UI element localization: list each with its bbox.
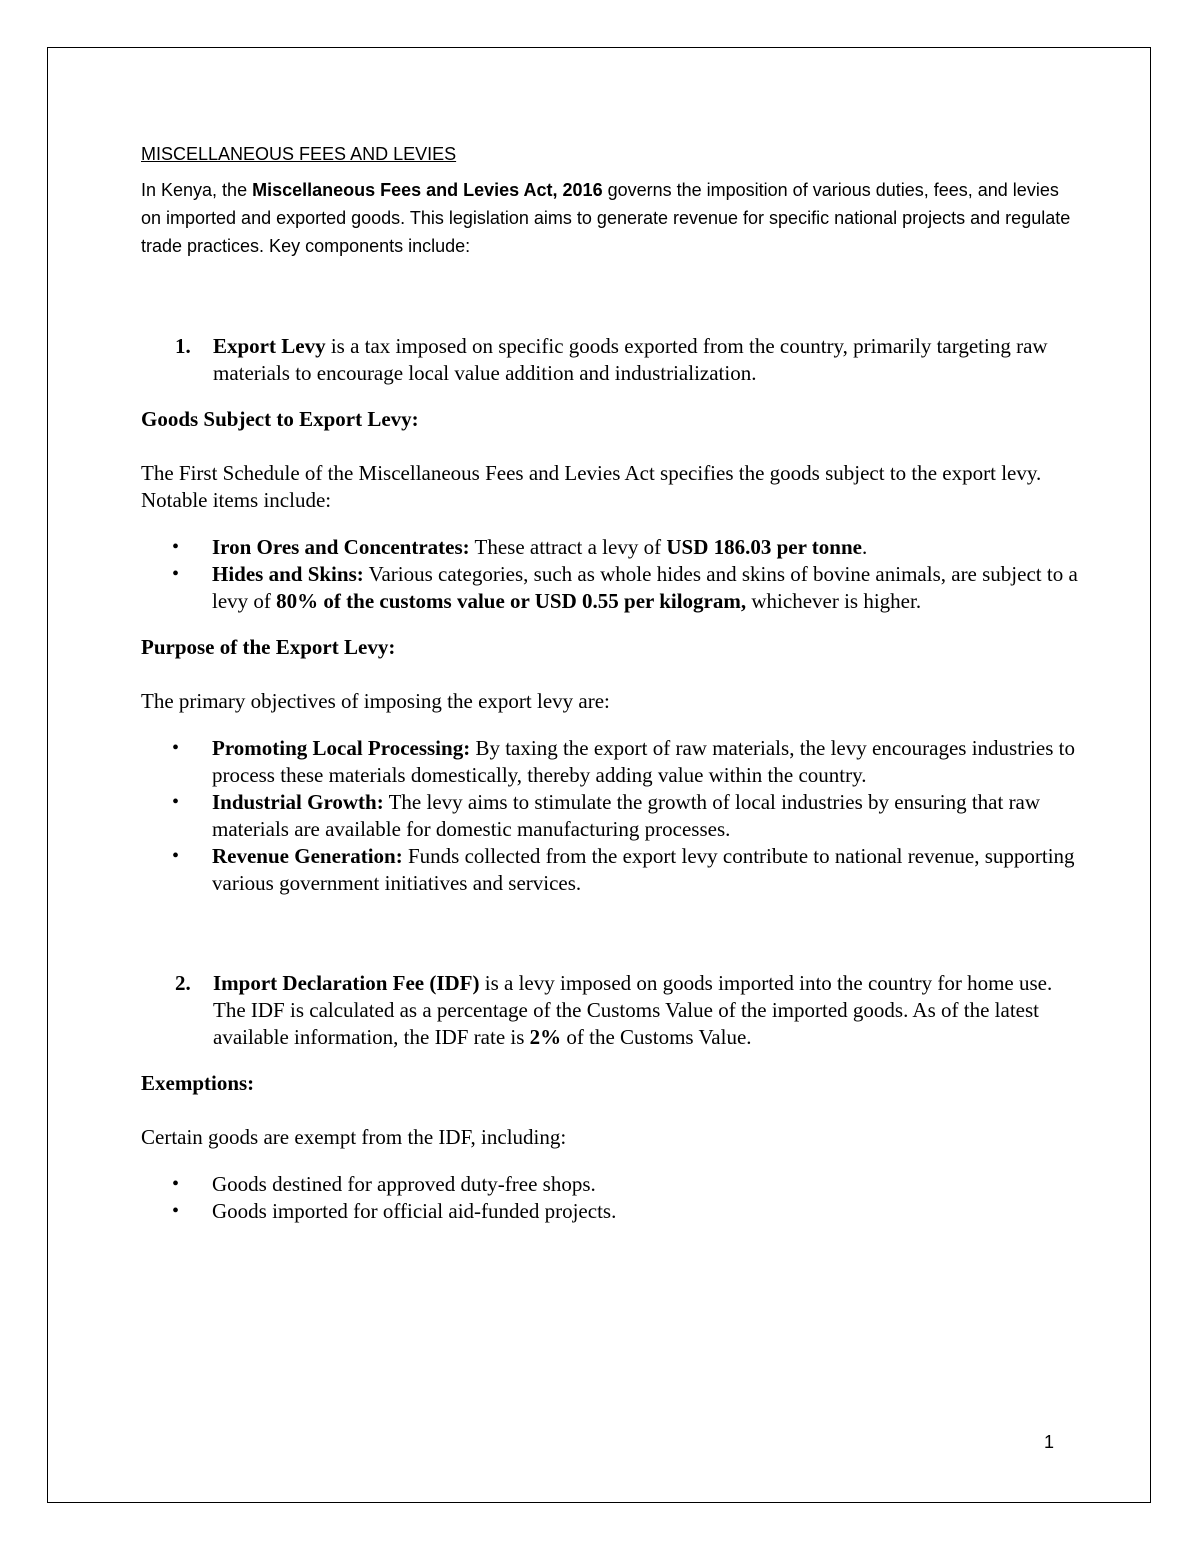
export-levy-term: Export Levy bbox=[213, 334, 326, 358]
page-number: 1 bbox=[1044, 1432, 1055, 1452]
export-levy-definition: is a tax imposed on specific goods exported from the country, primarily targeting raw materials to encourage local value addition and industrialization. bbox=[213, 334, 1048, 385]
list-item: • Goods destined for approved duty-free shops. bbox=[141, 1171, 1081, 1198]
list-item: • Industrial Growth: The levy aims to stimulate the growth of local industries by ensuring that raw materials are available for domestic manufacturing processes. bbox=[141, 789, 1081, 843]
document-body bbox=[141, 140, 1081, 1225]
intro-section bbox=[141, 140, 1081, 260]
goods-list bbox=[141, 534, 1081, 615]
idf-item: 2. Import Declaration Fee (IDF) is a levy imposed on goods imported into the country for home use. The IDF is calculated as a percentage of the Customs Value of the imported goods. As of the latest available information, the IDF rate is 2% of the Customs Value. bbox=[175, 971, 1053, 1049]
list-number: 2. bbox=[175, 971, 191, 995]
purpose-list bbox=[141, 735, 1081, 897]
document-title: MISCELLANEOUS FEES AND LEVIES bbox=[141, 144, 457, 164]
goods-heading: Goods Subject to Export Levy: bbox=[141, 407, 419, 431]
export-levy-section bbox=[141, 333, 1081, 897]
intro-paragraph bbox=[141, 176, 1081, 260]
list-item: • Goods imported for official aid-funded projects. bbox=[141, 1198, 1081, 1225]
export-levy-item bbox=[141, 333, 1081, 387]
idf-term: Import Declaration Fee (IDF) bbox=[213, 971, 480, 995]
purpose-heading: Purpose of the Export Levy: bbox=[141, 635, 396, 659]
list-number: 1. bbox=[175, 334, 191, 358]
exemptions-heading: Exemptions: bbox=[141, 1071, 255, 1095]
intro-text-start: In Kenya, the bbox=[141, 180, 253, 200]
intro-text-end: governs the imposition of various duties, fees, and levies on imported and exported goods. This legislation aims to generate revenue for specific national projects and regulate trade practices. Key components include: bbox=[141, 180, 1071, 256]
idf-section bbox=[141, 970, 1081, 1225]
list-item: • Promoting Local Processing: By taxing the export of raw materials, the levy encourages industries to process these materials domestically, thereby adding value within the country. bbox=[141, 735, 1081, 789]
list-item: • Revenue Generation: Funds collected from the export levy contribute to national revenue, supporting various government initiatives and services. bbox=[141, 843, 1081, 897]
goods-paragraph: The First Schedule of the Miscellaneous Fees and Levies Act specifies the goods subject to the export levy. Notable items include: bbox=[141, 461, 1042, 512]
purpose-paragraph: The primary objectives of imposing the export levy are: bbox=[141, 689, 610, 713]
act-name: Miscellaneous Fees and Levies Act, 2016 bbox=[252, 180, 603, 200]
exemptions-list bbox=[141, 1171, 1081, 1225]
exemptions-paragraph: Certain goods are exempt from the IDF, including: bbox=[141, 1125, 567, 1149]
list-item: • Hides and Skins: Various categories, such as whole hides and skins of bovine animals, are subject to a levy of 80% of the customs value or USD 0.55 per kilogram, whichever is higher. bbox=[141, 561, 1081, 615]
list-item: • Iron Ores and Concentrates: These attract a levy of USD 186.03 per tonne. bbox=[141, 534, 1081, 561]
idf-rate: 2% bbox=[529, 1025, 562, 1049]
